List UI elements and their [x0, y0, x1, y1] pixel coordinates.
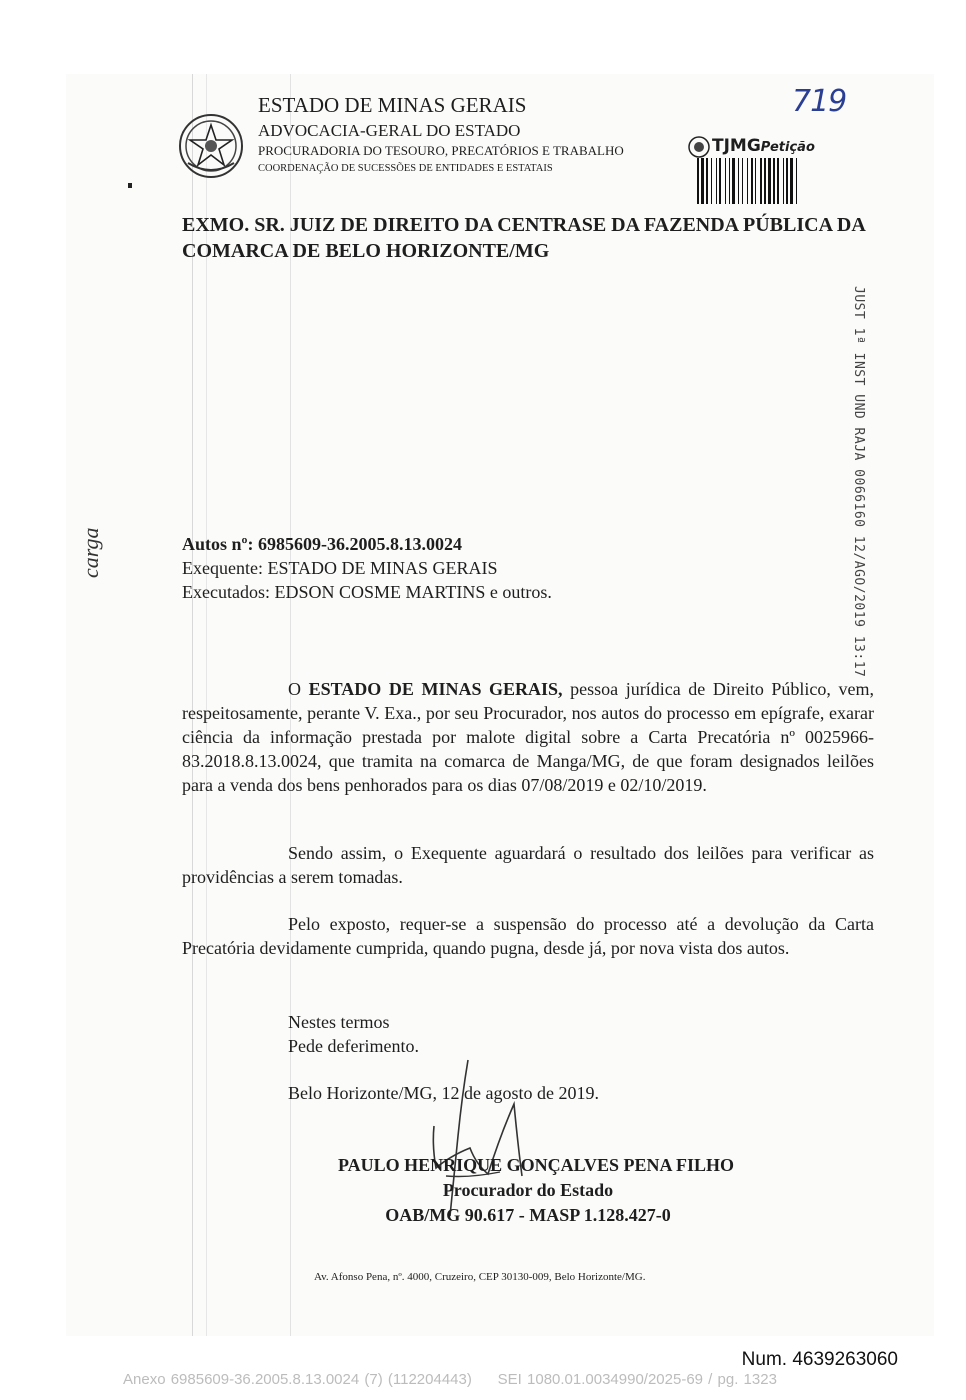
receipt-stamp-vertical: JUST 1ª INST UND RAJA 0066160 12/AGO/2019 13:17 [851, 286, 866, 678]
tjmg-label: Petição [760, 140, 815, 155]
tjmg-brand: TJMG [712, 136, 761, 156]
handwritten-page-number: 719 [792, 84, 847, 119]
header-state: ESTADO DE MINAS GERAIS [258, 93, 527, 117]
header-agency: ADVOCACIA-GERAL DO ESTADO [258, 121, 521, 140]
signer-name: PAULO HENRIQUE GONÇALVES PENA FILHO [337, 1155, 735, 1175]
document-number: Num. 4639263060 [741, 1349, 898, 1370]
closing-line-2: Pede deferimento. [288, 1036, 419, 1056]
header-procuradoria: PROCURADORIA DO TESOURO, PRECATÓRIOS E TRABALHO [258, 143, 624, 158]
p1-lead: O [288, 679, 309, 699]
addressee-heading: EXMO. SR. JUIZ DE DIREITO DA CENTRASE DA FAZENDA PÚBLICA DA COMARCA DE BELO HORIZONTE/MG [182, 214, 865, 262]
case-autos: Autos nº: 6985609-36.2005.8.13.0024 [182, 534, 462, 554]
tjmg-seal-icon [688, 136, 710, 158]
case-executados: Executados: EDSON COSME MARTINS e outros. [182, 582, 552, 602]
tjmg-stamp [712, 136, 815, 156]
case-exequente: Exequente: ESTADO DE MINAS GERAIS [182, 558, 498, 578]
signer-role: Procurador do Estado [442, 1180, 614, 1200]
signer-oab: OAB/MG 90.617 - MASP 1.128.427-0 [385, 1205, 671, 1225]
p1-rest: pessoa jurídica de Direito Público, vem, respeitosamente, perante V. Exa., por seu Procurador, nos autos do processo em epígrafe, exarar ciência da informação prestada por malote digital sobre a Carta Precatória nº 0025966-83.2018.8.13.0024, que tramita na comarca de Manga/MG, de que foram designados leilões para a venda dos bens penhorados para os dias 07/08/2019 e 02/10/2019. [182, 679, 874, 795]
header-coordination: COORDENAÇÃO DE SUCESSÕES DE ENTIDADES E ESTATAIS [258, 163, 553, 174]
paragraph-1 [182, 677, 874, 797]
scan-speck [128, 183, 132, 188]
footer-address: Av. Afonso Pena, nº. 4000, Cruzeiro, CEP 30130-009, Belo Horizonte/MG. [314, 1271, 646, 1283]
p3-text: Pelo exposto, requer-se a suspensão do processo até a devolução da Carta Precatória devidamente cumprida, quando pugna, desde já, por nova vista dos autos. [182, 914, 874, 958]
annex-reference: Anexo 6985609-36.2005.8.13.0024 (7) (112204443) SEI 1080.01.0034990/2025-69 / pg. 1323 [123, 1371, 777, 1388]
paragraph-2 [182, 841, 874, 889]
case-block [182, 532, 552, 604]
closing-block [288, 1010, 419, 1058]
paragraph-3 [182, 912, 874, 960]
closing-line-1: Nestes termos [288, 1012, 390, 1032]
p1-bold: ESTADO DE MINAS GERAIS, [308, 679, 563, 699]
p2-text: Sendo assim, o Exequente aguardará o resultado dos leilões para verificar as providências a serem tomadas. [182, 843, 874, 887]
closing-date: Belo Horizonte/MG, 12 de agosto de 2019. [288, 1083, 599, 1103]
coat-of-arms-icon [178, 113, 244, 179]
margin-handwritten-note: carga [78, 527, 103, 578]
barcode-icon [697, 158, 857, 204]
